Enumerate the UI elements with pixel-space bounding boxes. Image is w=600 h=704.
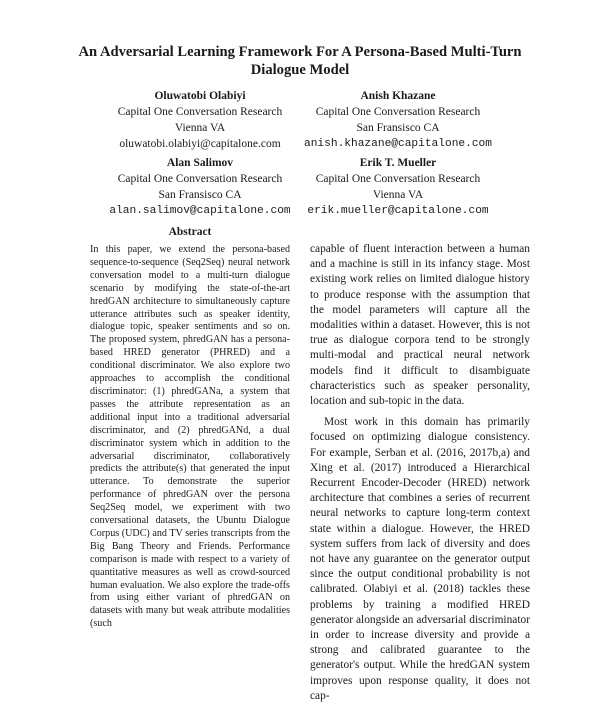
author-affiliation: Capital One Conversation Research <box>315 173 481 185</box>
author-name: Alan Salimov <box>166 157 234 169</box>
author-location: Vienna VA <box>372 189 424 201</box>
author-name: Anish Khazane <box>360 90 436 102</box>
author-location: Vienna VA <box>174 122 226 134</box>
author-affiliation: Capital One Conversation Research <box>117 173 283 185</box>
paper-title: An Adversarial Learning Framework For A Persona-Based Multi-Turn Dialogue Model <box>78 44 522 78</box>
author-affiliation: Capital One Conversation Research <box>117 106 283 118</box>
author-email: oluwatobi.olabiyi@capitalone.com <box>119 138 281 150</box>
author-email: alan.salimov@capitalone.com <box>109 205 291 217</box>
body-column <box>310 242 530 702</box>
body-paragraph: Most work in this domain has primarily focused on optimizing dialogue consistency. For example, Serban et al. (2016, 2017b,a) and Xing et al. (2017) introduced a Hierarchical Recurrent Encoder-Decoder (HRED) network architecture that combines a series of recurrent neural networks to capture long-term context state within a dialogue. However, the HRED system suffers from lack of diversity and does not have any guarantee on the generator output since the output conditional probability is not calibrated. Olabiyi et al. (2018) tackles these problems by training a modified HRED generator alongside an adversarial discriminator in order to increase diversity and provide a strong and calibrated guarantee to the generator's output. While the hredGAN system improves upon response quality, it does not cap- <box>310 416 530 702</box>
author-block-2 <box>278 88 518 152</box>
author-block-4 <box>278 155 518 219</box>
author-name: Erik T. Mueller <box>359 157 437 169</box>
abstract-heading: Abstract <box>168 226 212 238</box>
author-location: San Fransisco CA <box>356 122 440 134</box>
body-paragraph: capable of fluent interaction between a human and a machine is still in its infancy stage. Most existing work relies on limited dialogue history to produce response with the assumption that the model parameters will capture all the modalities within a dataset. However, this is not true as dialogue corpora tend to be strongly multi-modal and practical neural network models find it difficult to disambiguate characteristics such as speaker personality, location and sub-topic in the data. <box>310 243 530 408</box>
abstract-text <box>90 244 290 630</box>
author-email: anish.khazane@capitalone.com <box>304 138 492 150</box>
abstract-paragraph: In this paper, we extend the persona-based sequence-to-sequence (Seq2Seq) neural network conversation model to a multi-turn dialogue scenario by modifying the state-of-the-art hredGAN architecture to simultaneously capture utterance attributes such as speaker identity, dialogue topic, speaker sentiments and so on. The proposed system, phredGAN has a persona-based HRED generator (PHRED) and a conditional discriminator. We also explore two approaches to accomplish the conditional discriminator: (1) phredGANa, a system that passes the attribute representation as an additional input into a traditional adversarial discriminator, and (2) phredGANd, a dual discriminator system which in addition to the adversarial discriminator, collaboratively predicts the attribute(s) that generated the input utterance. To demonstrate the superior performance of phredGAN over the persona Seq2Seq model, we experiment with two conversational datasets, the Ubuntu Dialogue Corpus (UDC) and TV series transcripts from the Big Bang Theory and Friends. Performance comparison is made with respect to a variety of quantitative measures as well as crowd-sourced human evaluation. We also explore the trade-offs from using either variant of phredGAN on datasets with many but weak attribute modalities (such <box>90 244 290 630</box>
author-affiliation: Capital One Conversation Research <box>315 106 481 118</box>
author-name: Oluwatobi Olabiyi <box>154 90 246 102</box>
author-email: erik.mueller@capitalone.com <box>307 205 489 217</box>
author-location: San Fransisco CA <box>158 189 242 201</box>
